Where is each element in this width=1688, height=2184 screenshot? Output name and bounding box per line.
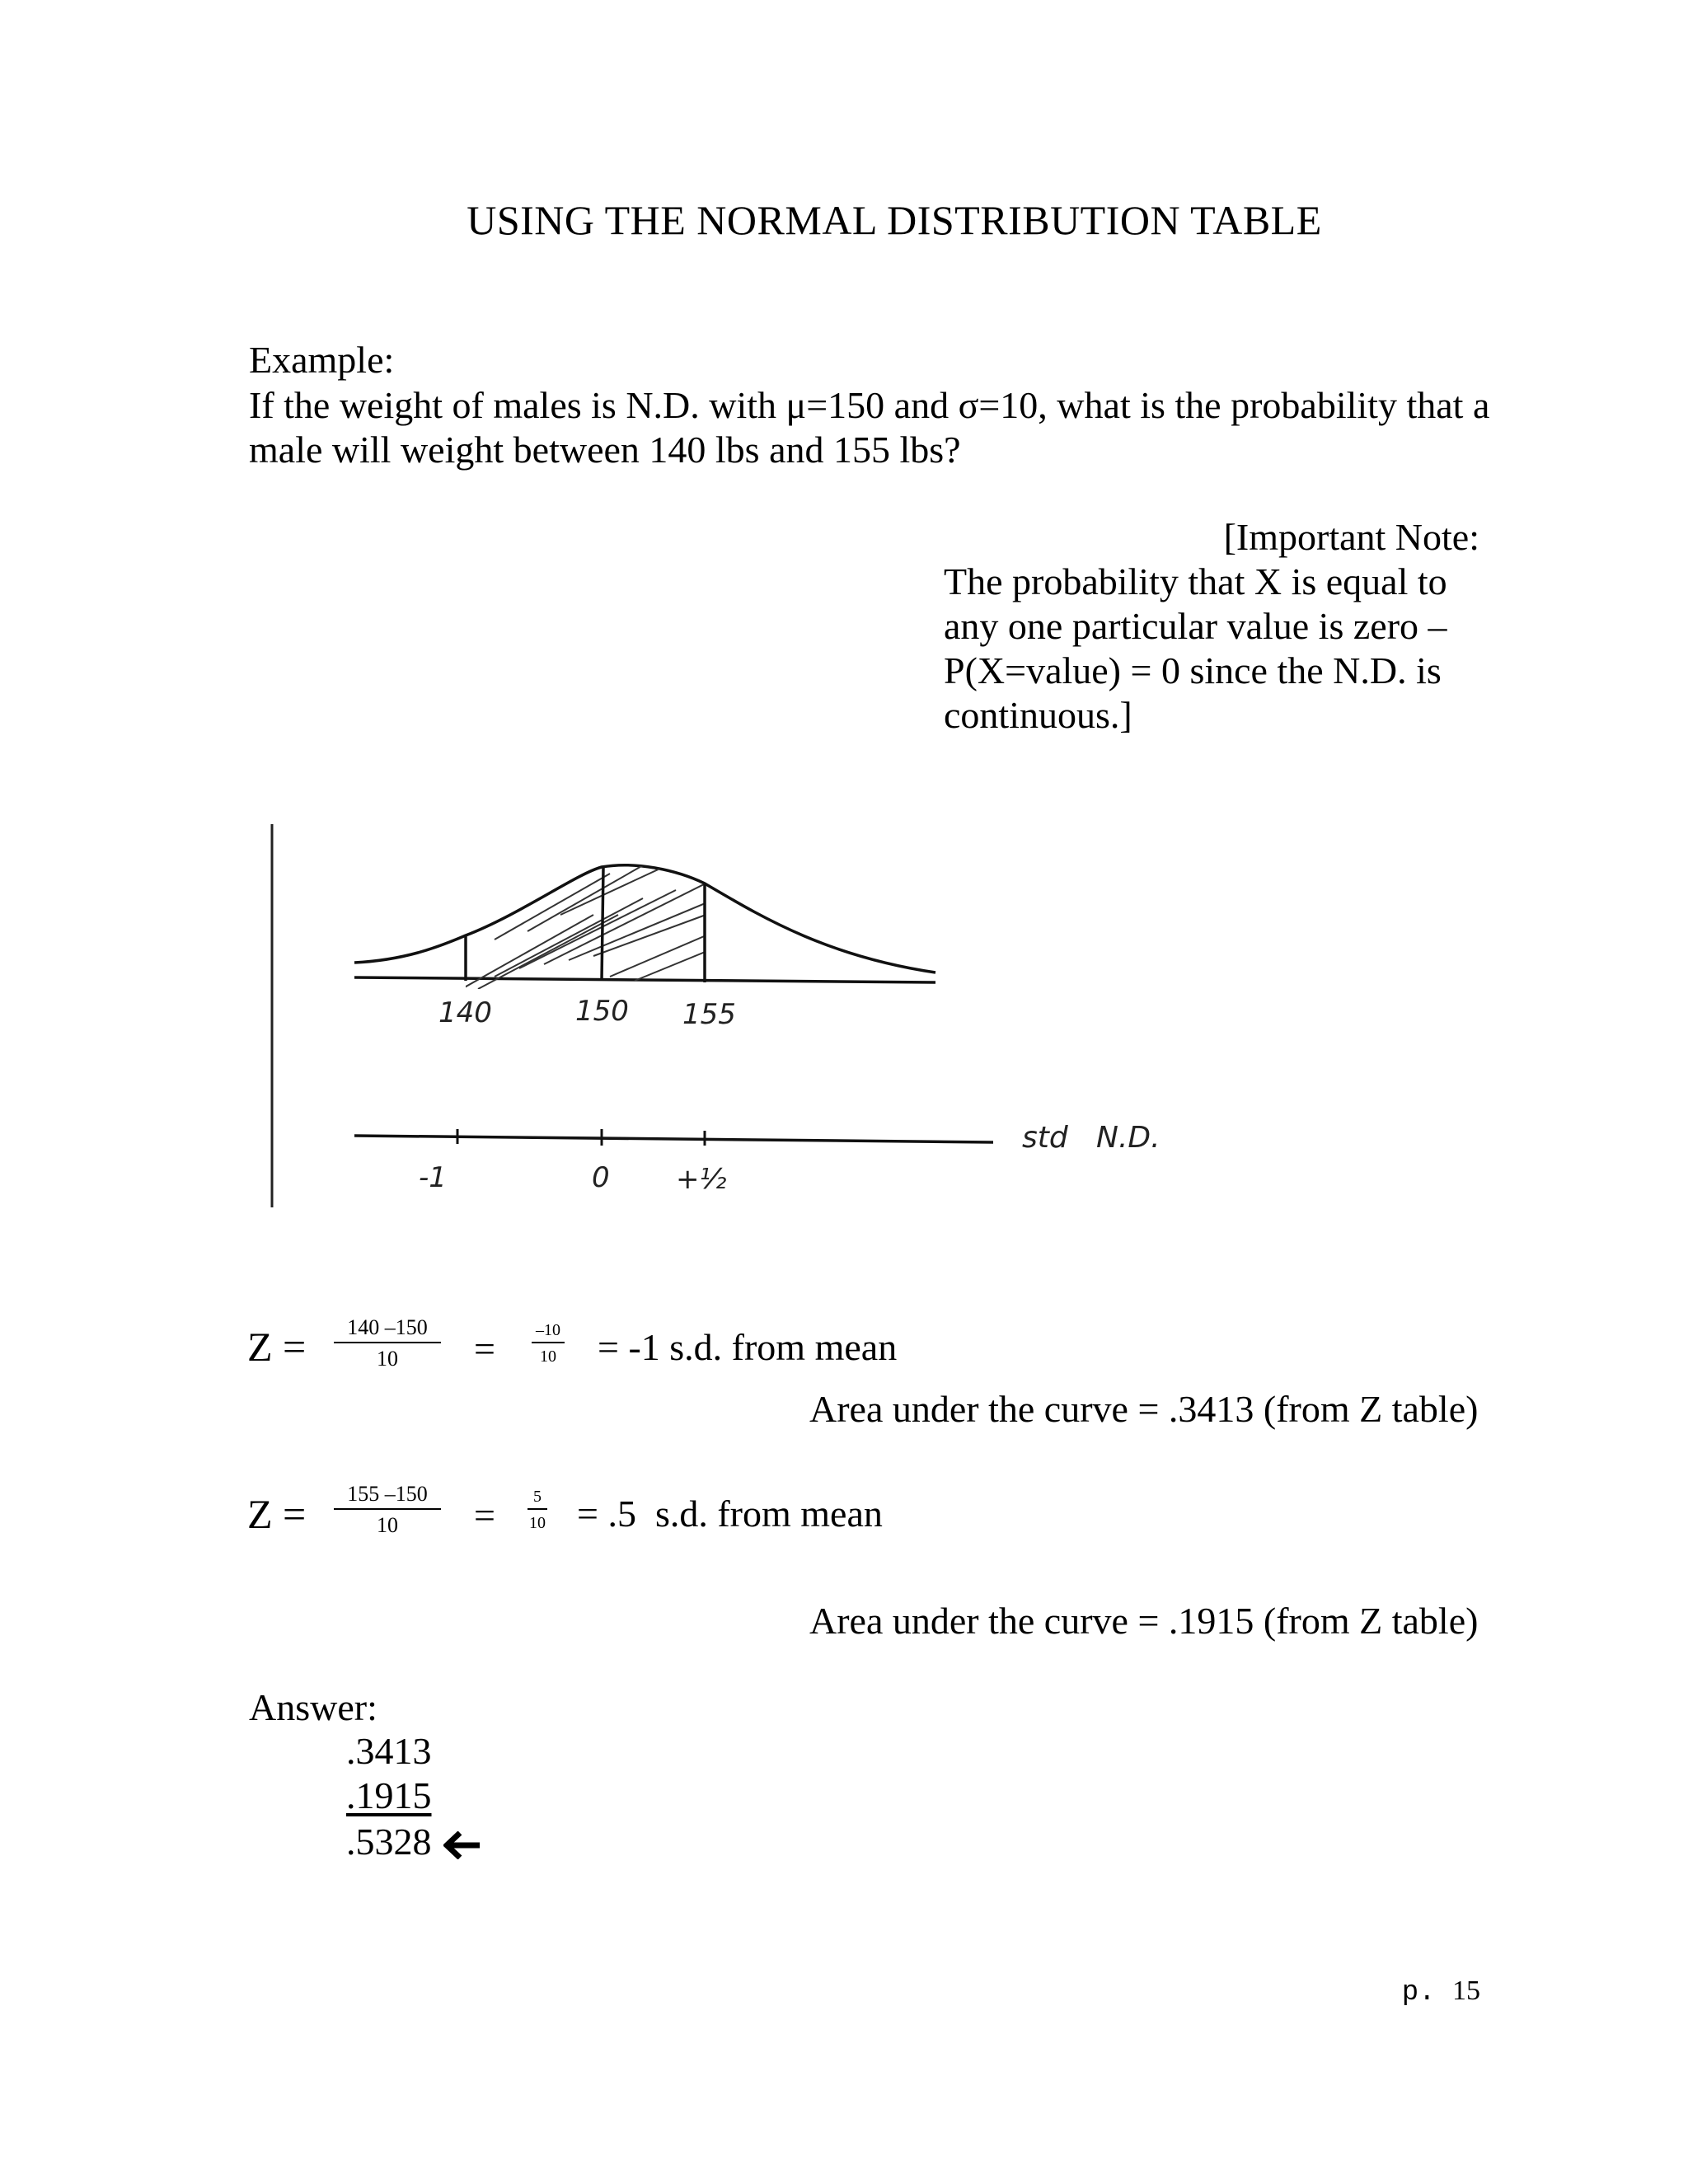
note-line: P(X=value) = 0 since the N.D. is — [944, 649, 1442, 691]
answer-line-2: .1915 — [346, 1774, 432, 1816]
z2-fraction — [334, 1482, 441, 1538]
upper-axis-line — [354, 977, 935, 982]
std-nd-caption: std N.D. — [1022, 1121, 1160, 1155]
question-text: If the weight of males is N.D. with μ=150 and σ=10, what is the probability that a male will weight between 140 lbs and 155 lbs? — [249, 384, 1490, 471]
important-note — [944, 515, 1504, 738]
z2-small-fraction — [528, 1487, 547, 1533]
page-number-value: 15 — [1452, 1975, 1480, 2006]
z2-small-numerator: 5 — [528, 1487, 547, 1510]
z2-lhs: Z = — [247, 1491, 307, 1537]
marker-150 — [602, 867, 603, 981]
page-number — [1402, 1975, 1480, 2008]
label-140: 140 — [438, 996, 492, 1029]
label-half: +½ — [676, 1163, 727, 1196]
label-155: 155 — [682, 998, 736, 1031]
note-line: The probability that X is equal to — [944, 560, 1447, 602]
z1-lhs: Z = — [247, 1324, 307, 1370]
z2-result: = .5 s.d. from mean — [577, 1493, 883, 1535]
note-line: any one particular value is zero – — [944, 605, 1447, 647]
label-neg1: -1 — [419, 1161, 447, 1194]
z1-denominator: 10 — [377, 1347, 398, 1371]
z1-area-text: Area under the curve = .3413 (from Z table) — [809, 1388, 1479, 1430]
left-arrow-icon — [443, 1831, 481, 1859]
z2-small-denominator: 10 — [529, 1514, 546, 1532]
lower-axis-line — [354, 1136, 993, 1142]
z1-equals: = — [474, 1328, 495, 1370]
answer-label: Answer: — [249, 1686, 377, 1728]
z1-small-numerator: –10 — [532, 1320, 565, 1343]
z1-result: = -1 s.d. from mean — [598, 1326, 898, 1368]
z1-small-denominator: 10 — [540, 1347, 556, 1366]
z2-denominator: 10 — [377, 1513, 398, 1537]
page-number-prefix: p. — [1401, 1977, 1436, 2008]
z1-numerator: 140 –150 — [334, 1315, 441, 1343]
note-line: continuous.] — [944, 694, 1132, 736]
answer-line-1: .3413 — [346, 1730, 432, 1772]
z2-area-text: Area under the curve = .1915 (from Z table) — [809, 1600, 1479, 1642]
z1-small-fraction — [532, 1320, 565, 1366]
label-0: 0 — [592, 1161, 610, 1194]
shaded-area — [462, 861, 725, 989]
page-title: USING THE NORMAL DISTRIBUTION TABLE — [467, 197, 1322, 243]
answer-total: .5328 — [346, 1821, 432, 1863]
normal-curve-sketch — [247, 824, 1319, 1220]
note-line: [Important Note: — [1223, 516, 1479, 558]
bell-curve — [354, 865, 935, 972]
example-label: Example: — [249, 339, 395, 381]
answer-total-row — [346, 1820, 481, 1863]
z1-fraction — [334, 1315, 441, 1371]
z2-equals: = — [474, 1494, 495, 1536]
label-150: 150 — [575, 995, 629, 1028]
z2-numerator: 155 –150 — [334, 1482, 441, 1510]
